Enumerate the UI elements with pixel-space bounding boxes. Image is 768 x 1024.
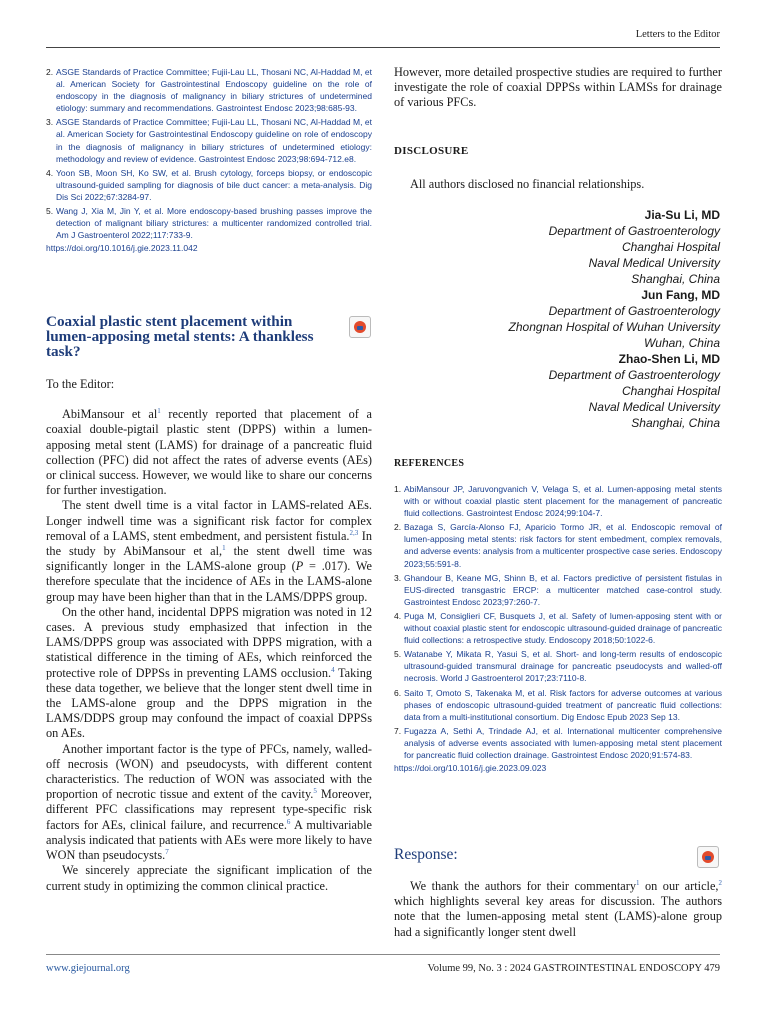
running-head: Letters to the Editor xyxy=(635,29,720,40)
footer-rule xyxy=(46,954,720,955)
citation-link[interactable]: 2 xyxy=(718,878,722,887)
reference-item[interactable]: 5. Wang J, Xia M, Jin Y, et al. More endoscopy-based brushing passes improve the detection of malignant biliary strictures: a multicenter randomized controlled trial. Am J Gastroenterol 2022;117:733-9. xyxy=(46,206,372,241)
letter-body-continued xyxy=(394,65,722,111)
reference-item[interactable]: 7. Fugazza A, Sethi A, Trindade AJ, et al. International multicenter comprehensive analysis of adverse events associated with lumen-apposing metal stent placement for pancreatic fluid collection drainage. Gastrointest Endosc 2020;91:574-83. xyxy=(394,725,722,760)
disclosure-heading: DISCLOSURE xyxy=(394,145,469,157)
citation-link[interactable]: 1 xyxy=(222,543,226,552)
paragraph: Another important factor is the type of PFCs, namely, walled-off necrosis (WON) and pseudocysts, with different content characteristics. The reduction of WON was associated with the proportion of necrotic tissue and extent of the cavity.$^5$ Moreover, different PFC classifications may represent type-specific risk factors for AEs, clinical failure, and recurrence.$^6$ A multivariable analysis indicated that patients with AEs were more likely to have WON than pseudocysts.$^7$ xyxy=(46,741,372,863)
author-affiliation: Zhongnan Hospital of Wuhan University xyxy=(508,320,720,334)
continued-reference-list xyxy=(46,66,372,241)
paragraph: On the other hand, incidental DPPS migration was noted in 12 cases. A previous study emphasized that infection in the LAMS/DPPS group was associated with DPPS migration, with a statistical difference in the timing of AEs, which reinforced the protective role of DPPSs in preventing LAMS occlusion.$^4$ Taking these data together, we believe that the longer stent dwell time in the LAMS-alone group and the DPPS migration in the LAMS/DDPS group may confound the impact of coaxial DPPSs on AEs. xyxy=(46,604,373,741)
author-affiliation: Wuhan, China xyxy=(643,336,720,350)
author-affiliation: Department of Gastroenterology xyxy=(548,368,720,382)
paragraph: The stent dwell time is a vital factor in LAMS-related AEs. Longer indwell time was a significant risk factor for complex removal of a LAMS, stent embedment, and persistent fistula.$^{2,3}$ In the study by AbiMansour et al,$^1$ the stent dwell time was significantly longer in the LAMS-alone group (P = .017). We therefore speculate that the incidence of AEs in the LAMS-alone group may have been higher than that in the LAMS/DPPS group. xyxy=(46,498,372,604)
article-header xyxy=(46,314,372,359)
reference-item[interactable]: 4. Yoon SB, Moon SH, Ko SW, et al. Brush cytology, forceps biopsy, or endoscopic ultrasound-guided sampling for diagnosis of bile duct cancer: a meta-analysis. Dig Dis Sci 2022;67:3284-97. xyxy=(46,167,372,202)
author-affiliation: Department of Gastroenterology xyxy=(548,224,720,238)
article-title: Coaxial plastic stent placement within lumen-apposing metal stents: A thankless task? xyxy=(46,313,314,360)
author-name: Jia-Su Li, MD xyxy=(644,208,720,222)
doi-link[interactable]: https://doi.org/10.1016/j.gie.2023.09.023 xyxy=(394,763,547,774)
disclosure-text: All authors disclosed no financial relationships. xyxy=(410,177,645,191)
check-for-updates-icon[interactable] xyxy=(697,846,719,868)
author-affiliation: Shanghai, China xyxy=(631,272,720,286)
author-name: Jun Fang, MD xyxy=(641,288,720,302)
reference-item[interactable]: 1. AbiMansour JP, Jaruvongvanich V, Velaga S, et al. Lumen-apposing metal stents with or without coaxial plastic stent placement for the management of pancreatic fluid collections. Gastrointest Endosc 2024;99:104-7. xyxy=(394,484,722,519)
citation-link[interactable]: 1 xyxy=(635,878,640,887)
doi-link[interactable]: https://doi.org/10.1016/j.gie.2023.11.042 xyxy=(46,243,198,254)
reference-item[interactable]: 4. Puga M, Consiglieri CF, Busquets J, et al. Safety of lumen-apposing stent with or without coaxial plastic stent for endoscopic ultrasound-guided drainage of pancreatic fluid collections: a retrospective study. Endoscopy 2018;50:1022-6. xyxy=(394,610,722,646)
citation-link[interactable]: 6 xyxy=(286,817,291,826)
citation-link[interactable]: 1 xyxy=(157,407,161,416)
citation-link[interactable]: 7 xyxy=(165,848,169,856)
author-affiliation: Changhai Hospital xyxy=(621,384,720,398)
response-body xyxy=(394,879,722,940)
author-affiliation: Naval Medical University xyxy=(588,400,720,414)
references-heading: REFERENCES xyxy=(394,458,465,469)
author-affiliation: Changhai Hospital xyxy=(621,240,720,254)
author-name: Zhao-Shen Li, MD xyxy=(618,352,720,366)
letter-body xyxy=(46,377,372,894)
journal-volume-info: Volume 99, No. 3 : 2024 GASTROINTESTINAL ENDOSCOPY 479 xyxy=(427,963,720,974)
reference-list xyxy=(394,483,722,761)
salutation: To the Editor: xyxy=(46,377,115,391)
reference-item[interactable]: 2. Bazaga S, García-Alonso FJ, Aparicio Tormo JR, et al. Endoscopic removal of lumen-apposing metal stents: risk factors for stent embedment, complex removals, and adverse events: analysis from a multicenter prospective case series. Endoscopy 2023;55:591-8. xyxy=(394,522,722,569)
reference-item[interactable]: 6. Saito T, Omoto S, Takenaka M, et al. Risk factors for adverse outcomes at various phases of endoscopic ultrasound-guided treatment of pancreatic fluid collections: data from a multi-institutional consortium. Dig Endosc Epub 2023 Sep 13. xyxy=(394,687,722,722)
citation-link[interactable]: 2,3 xyxy=(349,528,359,537)
paragraph: However, more detailed prospective studies are required to further investigate the role of coaxial DPPSs within LAMSs for drainage of various PFCs. xyxy=(394,65,722,110)
reference-item[interactable]: 5. Watanabe Y, Mikata R, Yasui S, et al. Short- and long-term results of endoscopic ultrasound-guided transmural drainage for pancreatic pseudocysts and walled-off necrosis. World J Gastroenterol 2017;23:7110-8. xyxy=(394,649,722,684)
paragraph: We sincerely appreciate the significant implication of the current study in optimizing the common clinical practice. xyxy=(46,863,372,893)
citation-link[interactable]: 5 xyxy=(313,787,317,796)
author-signature-block xyxy=(392,207,720,431)
left-column xyxy=(46,66,372,253)
reference-item[interactable]: 2. ASGE Standards of Practice Committee; Fujii-Lau LL, Thosani NC, Al-Haddad M, et al. American Society for Gastrointestinal Endoscopy guideline on the role of endoscopy in the diagnosis of malignancy in biliary strictures of undetermined etiology: summary and recommendations. Gastrointest Endosc 2023;98:685-93. xyxy=(46,67,372,114)
references-section xyxy=(394,483,722,773)
paragraph: AbiMansour et $al^1$ recently reported that placement of a coaxial double-pigtail plastic stent (DPPS) within a lumen-apposing metal stent (LAMS) for drainage of a pancreatic fluid collection (PFC) did not affect the rates of adverse events (AEs) or clinical success. However, we would like to share our concerns for further investigation. xyxy=(46,407,372,498)
response-title: Response: xyxy=(394,846,458,863)
header-rule xyxy=(46,47,720,48)
journal-website-link[interactable]: www.giejournal.org xyxy=(46,963,130,974)
author-affiliation: Department of Gastroenterology xyxy=(548,304,720,318)
paragraph: We thank the authors for their commentary$^1$ on our article,$^2$ which highlights several key areas for discussion. The authors note that the lumen-apposing metal stent (LAMS)-alone group had a significantly longer stent dwell xyxy=(394,878,722,939)
reference-item[interactable]: 3. ASGE Standards of Practice Committee; Fujii-Lau LL, Thosani NC, Al-Haddad M, et al. American Society for Gastrointestinal Endoscopy guideline on role of endoscopy in the diagnosis of malignancy in biliary strictures of undetermined etiology: methodology and review of evidence. Gastrointest Endosc 2023;98:694-712.e8. xyxy=(46,117,372,164)
reference-item[interactable]: 3. Ghandour B, Keane MG, Shinn B, et al. Factors predictive of persistent fistulas in EUS-directed transgastric ERCP: a multicenter matched case-control study. Gastrointest Endosc 2023;97:260-7. xyxy=(394,572,722,607)
citation-link[interactable]: 4 xyxy=(331,665,335,674)
author-affiliation: Naval Medical University xyxy=(588,256,720,270)
author-affiliation: Shanghai, China xyxy=(631,416,720,430)
check-for-updates-icon[interactable] xyxy=(349,316,371,338)
